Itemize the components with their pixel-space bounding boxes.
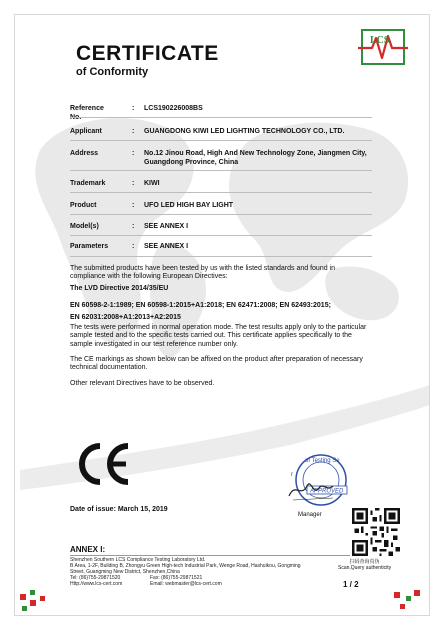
annex-line-2: B Area, 1-2F, Building B, Zhongyu Green High-tech Industrial Park, Wenge Road, Hashuikou, Gongming [70,563,301,569]
corner-squares-right [390,586,426,616]
stamp-approved-text: APPROVED [310,488,344,495]
lcs-logo-text: LCS [370,35,390,46]
annex-fax: Fax: (86)755-29871521 [150,575,203,581]
field-value: KIWI [144,180,160,187]
divider [70,235,372,236]
field-label: Parameters [70,243,109,250]
divider [70,170,372,171]
field-label: Address [70,150,99,157]
manager-label: Manager [298,512,322,518]
intro-text: The submitted products have been tested by us with the listed standards and found in compliance with the following European Directives: [70,265,335,281]
tests-text: The tests were performed in normal operation mode. The test results apply only to the particular sample tested and to the specific tests carried out. This certificate applies specifically to the sample investigated in our test reference number only. [70,324,367,348]
qr-caption [338,559,391,571]
qr-caption-en: Scan,Query authenticity [338,565,392,571]
standards-line-2: EN 62031:2008+A1:2013+A2:2015 [70,314,181,321]
divider [70,140,372,141]
ce-mark-text: CE [76,442,78,443]
field-value: UFO LED HIGH BAY LIGHT [144,202,234,209]
certificate-title: CERTIFICATE [76,42,219,65]
approved-stamp [283,452,353,512]
other-directives-text: Other relevant Directives have to be observed. [70,380,215,387]
divider [70,214,372,215]
page-number: 1 / 2 [343,580,359,589]
field-label: Applicant [70,128,102,135]
field-value: No.12 Jinou Road, High And New Technology Zone, Jiangmen City, Guangdong Province, China [144,150,367,166]
field-label: Trademark [70,180,106,187]
field-label: Product [70,202,97,209]
ce-marking-text: The CE markings as shown below can be affixed on the product after preparation of necessary technical documentation. [70,356,363,372]
annex-web[interactable]: Http://www.lcs-cert.com [70,581,123,587]
stamp-ring-letter: r [291,472,293,478]
ce-mark-icon [76,442,132,486]
qr-code[interactable] [352,508,400,556]
field-value: LCS190226008BS [144,105,203,112]
lcs-logo [356,26,410,68]
field-colon: : [132,105,135,112]
stamp-top-text: of Testing Se [305,458,340,464]
date-of-issue: Date of issue: March 15, 2019 [70,506,168,513]
field-value: GUANGDONG KIWI LED LIGHTING TECHNOLOGY CO., LTD. [144,128,345,135]
annex-email[interactable]: Email: webmaster@lcs-cert.com [150,581,222,587]
field-colon: : [132,223,135,230]
standards-line-1: EN 60598-2-1:1989; EN 60598-1:2015+A1:2018; EN 62471:2008; EN 62493:2015; [70,302,331,309]
annex-line-3: Street, Guangming New District, Shenzhen,China [70,569,180,575]
field-colon: : [132,128,135,135]
directive-text: The LVD Directive 2014/35/EU [70,285,169,292]
field-value: SEE ANNEX I [144,243,189,250]
annex-title: ANNEX I: [70,545,106,554]
field-value: SEE ANNEX I [144,223,189,230]
field-label: Reference [70,105,104,112]
field-colon: : [132,180,135,187]
divider [70,117,372,118]
annex-divider [70,555,350,556]
annex-tel: Tel: (86)755-29871520 [70,575,121,581]
field-colon: : [132,150,135,157]
field-colon: : [132,243,135,250]
field-colon: : [132,202,135,209]
field-label: Model(s) [70,223,99,230]
divider [70,256,372,257]
divider [70,192,372,193]
certificate-subtitle: of Conformity [76,66,149,78]
annex-line-1: Shenzhen Southern LCS Compliance Testing Laboratory Ltd. [70,557,206,563]
qr-caption-cn: 扫码查询真伪 [349,559,380,565]
corner-squares-left [18,586,58,616]
